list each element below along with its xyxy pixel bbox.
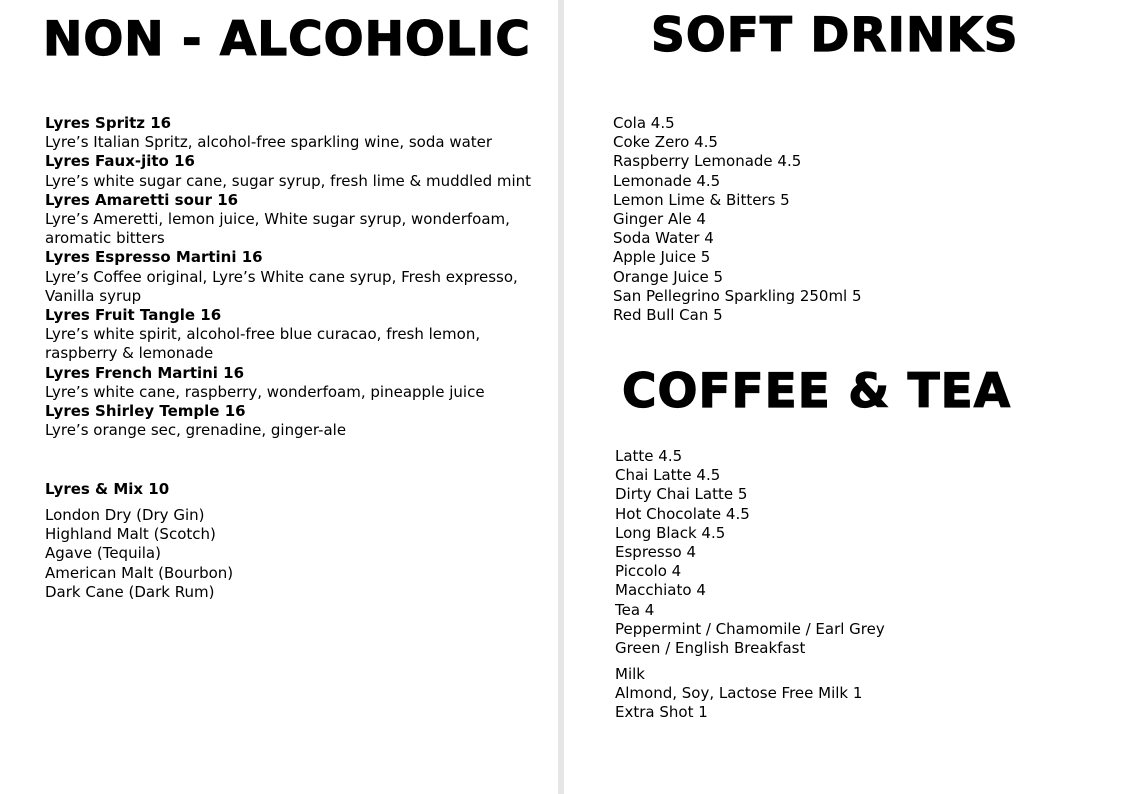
list-item: Long Black 4.5 [615,523,726,542]
cocktail-name: Lyres Fruit Tangle 16 [45,306,222,325]
mix-list [45,506,535,602]
milk-extras-list [615,665,1095,723]
cocktail-description: Lyre’s white sugar cane, sugar syrup, fresh lime & muddled mint [45,171,532,190]
list-item: Latte 4.5 [615,447,683,465]
list-item: Green / English Breakfast [615,639,806,658]
cocktail-item [45,306,535,364]
list-item: Red Bull Can 5 [613,306,723,325]
cocktail-name: Lyres Faux-jito 16 [45,152,195,171]
list-item: Apple Juice 5 [613,248,711,267]
list-item: Dirty Chai Latte 5 [615,485,748,504]
list-item: Agave (Tequila) [45,544,161,563]
mix-section-title [45,480,535,499]
list-item: Dark Cane (Dark Rum) [45,582,215,601]
cocktail-item [45,402,535,440]
cocktail-item [45,191,535,249]
list-item: Lemonade 4.5 [613,171,721,190]
list-item: Piccolo 4 [615,562,682,581]
list-item: Coke Zero 4.5 [613,133,718,152]
cocktail-description: Lyre’s white spirit, alcohol-free blue curacao, fresh lemon, raspberry & lemonade [45,325,481,363]
cocktail-name: Lyres Amaretti sour 16 [45,190,239,209]
list-item: San Pellegrino Sparkling 250ml 5 [613,286,862,305]
cocktail-description: Lyre’s Ameretti, lemon juice, White sugar syrup, wonderfoam, aromatic bitters [45,210,510,248]
cocktail-item [45,114,535,152]
list-item: Almond, Soy, Lactose Free Milk 1 [615,684,863,703]
list-item: Orange Juice 5 [613,267,724,286]
coffee-tea-list [615,447,1095,658]
cocktail-description: Lyre’s Italian Spritz, alcohol-free sparkling wine, soda water [45,133,493,152]
list-item: Soda Water 4 [613,229,714,248]
cocktail-name: Lyres Espresso Martini 16 [45,248,263,267]
column-divider [558,0,564,794]
soft-drinks-heading: SOFT DRINKS [651,8,1019,63]
list-item: Espresso 4 [615,543,696,562]
list-item: Extra Shot 1 [615,703,708,722]
cocktail-name: Lyres Shirley Temple 16 [45,402,246,421]
soft-drinks-list [613,114,1093,325]
cocktail-item [45,364,535,402]
list-item: Lemon Lime & Bitters 5 [613,190,790,209]
list-item: Cola 4.5 [613,114,675,132]
list-item: Peppermint / Chamomile / Earl Grey [615,619,885,638]
cocktail-description: Lyre’s orange sec, grenadine, ginger-ale [45,421,347,440]
coffee-tea-heading: COFFEE & TEA [622,364,1012,419]
list-item: American Malt (Bourbon) [45,563,234,582]
list-item: Raspberry Lemonade 4.5 [613,152,802,171]
cocktail-name: Lyres Spritz 16 [45,114,172,132]
cocktail-name: Lyres French Martini 16 [45,363,245,382]
cocktail-list [45,114,535,440]
list-item: Macchiato 4 [615,581,706,600]
mix-title: Lyres & Mix 10 [45,480,170,498]
cocktail-description: Lyre’s white cane, raspberry, wonderfoam, pineapple juice [45,382,485,401]
cocktail-item [45,248,535,306]
list-item: Chai Latte 4.5 [615,466,721,485]
cocktail-description: Lyre’s Coffee original, Lyre’s White cane syrup, Fresh expresso, Vanilla syrup [45,267,518,305]
list-item: Highland Malt (Scotch) [45,525,216,544]
list-item: Ginger Ale 4 [613,210,706,229]
list-item: Tea 4 [615,600,655,619]
non-alcoholic-heading: NON - ALCOHOLIC [43,12,531,67]
list-item: Milk [615,665,645,683]
list-item: Hot Chocolate 4.5 [615,504,750,523]
cocktail-item [45,152,535,190]
list-item: London Dry (Dry Gin) [45,506,205,524]
